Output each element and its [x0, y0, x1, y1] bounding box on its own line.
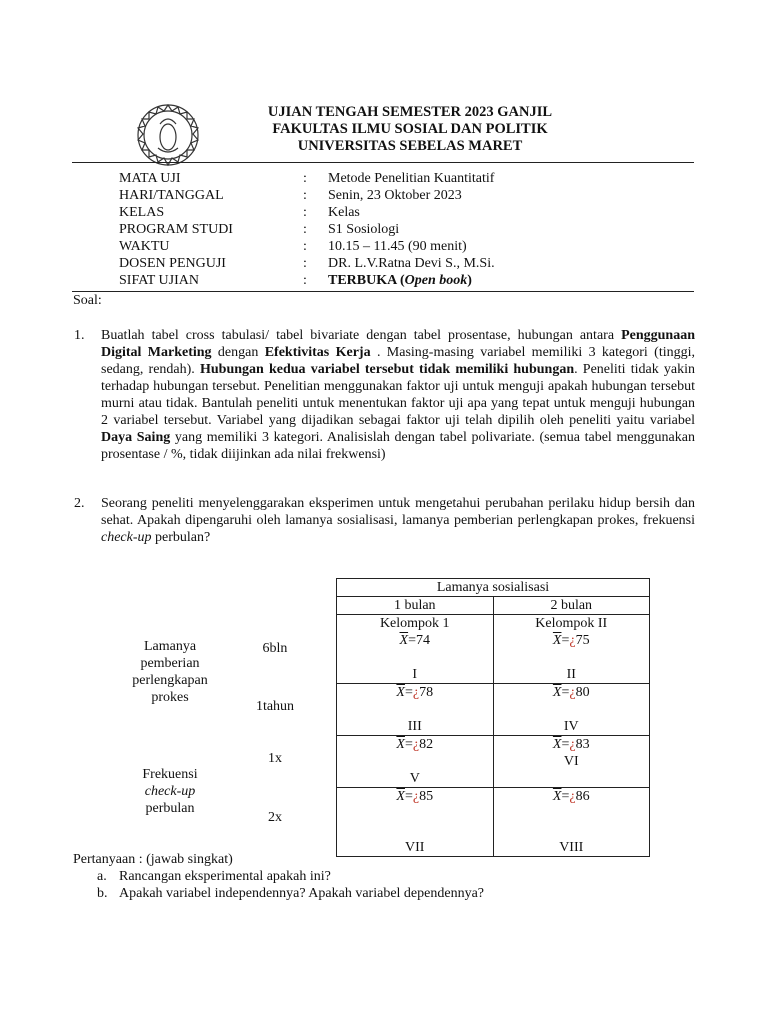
info-colon: : [303, 205, 307, 220]
info-label: PROGRAM STUDI [119, 222, 233, 237]
info-label: MATA UJI [119, 171, 181, 186]
cell-kelompok-1: Kelompok 1 $\overline{X}=74$ I [337, 615, 494, 684]
side-label-prokes: Lamanya pemberian perlengkapan prokes [132, 639, 208, 705]
info-label: KELAS [119, 205, 165, 220]
info-value: S1 Sosiologi [328, 222, 400, 237]
exam-title: UJIAN TENGAH SEMESTER 2023 GANJIL [267, 104, 553, 120]
info-colon: : [303, 273, 307, 288]
row-label-1tahun: 1tahun [255, 699, 295, 714]
info-value: Metode Penelitian Kuantitatif [328, 171, 495, 186]
info-colon: : [303, 256, 307, 271]
university-logo [128, 100, 208, 170]
cell-kelompok-6: $\overline{X}=¿83$ VI [493, 736, 650, 788]
info-divider [72, 291, 694, 292]
q2-number: 2. [74, 496, 85, 511]
q1-text: Buatlah tabel cross tabulasi/ tabel bivariate dengan tabel prosentase, hubungan antara Penggunaan Digital Marketing dengan Efektivitas Kerja . Masing-masing variabel memiliki 3 kategori (tinggi, sedang, rendah). Hubungan kedua variabel tersebut tidak memiliki hubungan. Peneliti tidak yakin terhadap hubungan tersebut. Penelitian menggunakan faktor uji untuk menguji apakah hubungan tersebut murni atau tidak. Bantulah peneliti untuk menentukan faktor uji apa yang tepat untuk menguji hubungan 2 variabel tersebut. Variabel yang dijadikan sebagai faktor uji telah dipilih oleh peneliti yaitu variabel Daya Saing yang memiliki 3 kategori. Analisislah dengan tabel polivariate. (semua tabel menggunakan prosentase / %, tidak diijinkan ada nilai frekwensi) [101, 328, 695, 462]
cell-kelompok-4: $\overline{X}=¿80$ IV [493, 684, 650, 736]
cell-kelompok-7: $\overline{X}=¿85$ VII [337, 788, 494, 857]
q1-number: 1. [74, 328, 85, 343]
info-label: SIFAT UJIAN [119, 273, 199, 288]
cell-kelompok-8: $\overline{X}=¿86$ VIII [493, 788, 650, 857]
info-colon: : [303, 171, 307, 186]
soal-label: Soal: [73, 293, 102, 308]
q2-text: Seorang peneliti menyelenggarakan eksperimen untuk mengetahui perubahan perilaku hidup bersih dan sehat. Apakah dipengaruhi oleh lamanya sosialisasi, lamanya pemberian perlengkapan prokes, frekuensi check-up perbulan? [101, 496, 695, 545]
sifat-italic: Open book [404, 273, 468, 288]
info-value: Kelas [328, 205, 360, 220]
info-label: HARI/TANGGAL [119, 188, 224, 203]
sifat-tail: ) [467, 273, 472, 288]
header-lamanya-sosialisasi: Lamanya sosialisasi [337, 579, 650, 597]
cell-kelompok-2: Kelompok II $\overline{X}=¿75$ II [493, 615, 650, 684]
question-a-letter: a. [97, 869, 107, 884]
info-label: WAKTU [119, 239, 170, 254]
info-colon: : [303, 188, 307, 203]
question-a-text: Rancangan eksperimental apakah ini? [119, 869, 331, 884]
col-2-bulan: 2 bulan [493, 597, 650, 615]
cell-kelompok-3: $\overline{X}=¿78$ III [337, 684, 494, 736]
info-value: Senin, 23 Oktober 2023 [328, 188, 462, 203]
cell-kelompok-5: $\overline{X}=¿82$ V [337, 736, 494, 788]
pertanyaan-title: Pertanyaan : (jawab singkat) [73, 852, 233, 867]
info-value [328, 272, 472, 289]
info-label: DOSEN PENGUJI [119, 256, 226, 271]
info-value: DR. L.V.Ratna Devi S., M.Si. [328, 256, 495, 271]
row-label-1x: 1x [268, 751, 282, 766]
row-label-6bln: 6bln [262, 641, 288, 656]
side-label-checkup: Frekuensi check-up perbulan [142, 767, 198, 816]
info-colon: : [303, 222, 307, 237]
experiment-table [336, 578, 650, 857]
faculty-name: FAKULTAS ILMU SOSIAL DAN POLITIK [272, 121, 548, 137]
col-1-bulan: 1 bulan [337, 597, 494, 615]
header-divider [72, 162, 694, 163]
question-b-letter: b. [97, 886, 108, 901]
info-colon: : [303, 239, 307, 254]
sifat-bold: TERBUKA ( [328, 273, 405, 288]
university-name: UNIVERSITAS SEBELAS MARET [297, 138, 523, 154]
question-b-text: Apakah variabel independennya? Apakah variabel dependennya? [119, 886, 484, 901]
info-value: 10.15 – 11.45 (90 menit) [328, 239, 467, 254]
row-label-2x: 2x [268, 810, 282, 825]
